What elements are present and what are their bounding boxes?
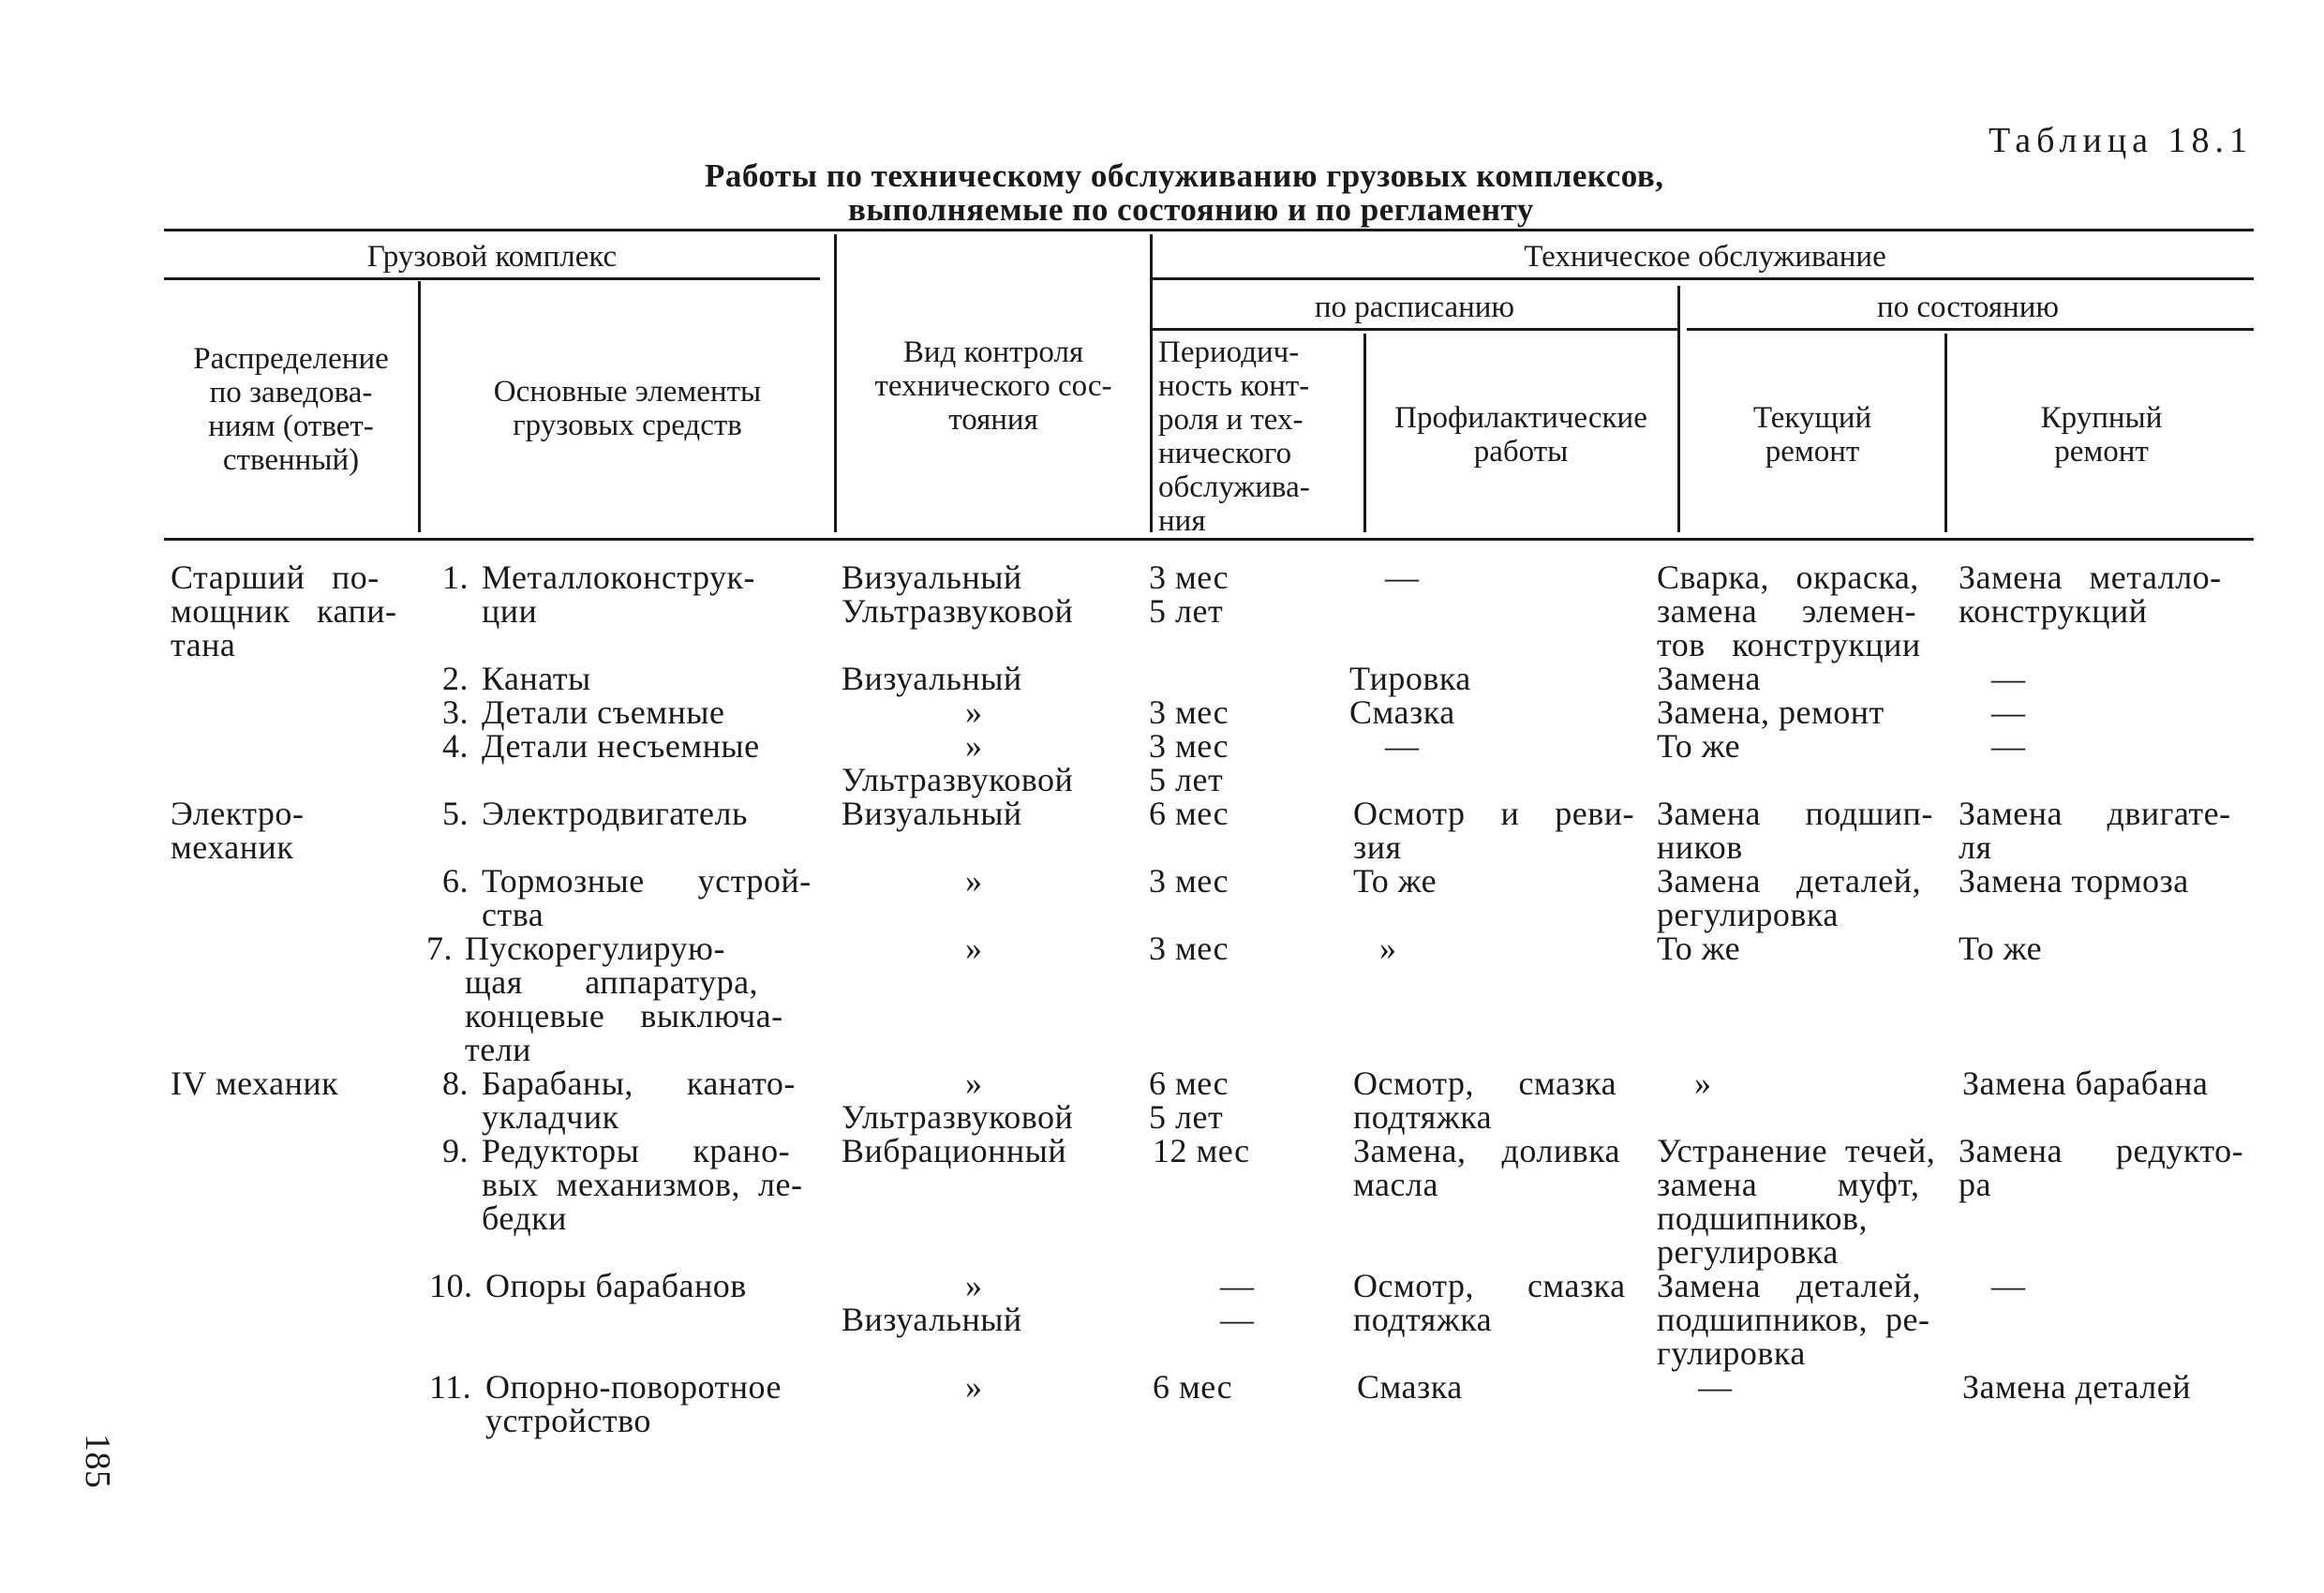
row-10-preventive: Осмотр, смазка подтяжка: [1353, 1267, 1626, 1338]
row-2-preventive: Тировка: [1349, 660, 1471, 697]
row-10-control: » Визуальный: [842, 1267, 1022, 1338]
row-1-preventive: —: [1385, 558, 1420, 596]
row-11-preventive: Смазка: [1357, 1368, 1463, 1406]
row-8-major-repair: Замена барабана: [1962, 1064, 2209, 1102]
row-4-major-repair: —: [1991, 727, 2026, 765]
row-2-number: 2.: [442, 660, 469, 697]
row-7-period: 3 мес: [1149, 930, 1229, 967]
row-1-major-repair: Замена металло- конструкций: [1959, 558, 2222, 630]
row-11-control: »: [965, 1368, 983, 1406]
table-title-line-2: выполняемые по состоянию и по регламенту: [848, 191, 1534, 228]
row-3-period: 3 мес: [1149, 693, 1229, 731]
row-5-period: 6 мес: [1149, 795, 1229, 832]
header-maintenance: Техническое обслуживание: [1524, 240, 1886, 274]
row-1-period: 3 мес 5 лет: [1149, 558, 1229, 630]
row-2-major-repair: —: [1991, 660, 2026, 697]
row-9-major-repair: Замена редукто- ра: [1959, 1132, 2244, 1203]
row-6-major-repair: Замена тормоза: [1959, 862, 2189, 900]
row-7-current-repair: То же: [1657, 930, 1741, 967]
row-10-period: — —: [1220, 1267, 1255, 1338]
vrule-condition: [1677, 286, 1680, 532]
table-label: Таблица 18.1: [1989, 121, 2254, 160]
row-9-control: Вибрационный: [842, 1132, 1067, 1169]
row-6-element: Тормозные устрой- ства: [482, 862, 812, 933]
row-7-number: 7.: [426, 930, 453, 967]
row-11-period: 6 мес: [1153, 1368, 1233, 1406]
row-3-number: 3.: [442, 693, 469, 731]
row-9-period: 12 мес: [1153, 1132, 1250, 1169]
row-3-element: Детали съемные: [482, 693, 725, 731]
table-title-line-1: Работы по техническому обслуживанию грузовых комплексов,: [705, 157, 1664, 194]
top-rule: [164, 229, 2254, 231]
header-major-repair: Крупный ремонт: [2040, 401, 2163, 469]
row-2-element: Канаты: [482, 660, 591, 697]
header-preventive: Профилактические работы: [1394, 401, 1647, 469]
group-fourth-engineer: IV механик: [171, 1064, 339, 1102]
vrule-maintenance: [1150, 234, 1153, 532]
header-by-schedule: по расписанию: [1314, 290, 1515, 324]
row-6-control: »: [965, 862, 983, 900]
row-10-number: 10.: [429, 1267, 473, 1304]
vrule-control: [834, 234, 837, 532]
row-5-element: Электродвигатель: [482, 795, 748, 832]
header-elements: Основные элементы грузовых средств: [493, 375, 762, 442]
cargo-complex-rule: [164, 277, 820, 280]
row-7-element: Пускорегулирую- щая аппаратура, концевые выключа- тели: [465, 930, 783, 1068]
row-4-period: 3 мес 5 лет: [1149, 727, 1229, 798]
row-8-number: 8.: [442, 1064, 469, 1102]
row-8-control: » Ультразвуковой: [842, 1064, 1074, 1136]
header-current-repair: Текущий ремонт: [1752, 401, 1872, 469]
header-cargo-complex: Грузовой комплекс: [366, 240, 618, 274]
row-7-preventive: »: [1379, 930, 1397, 967]
row-9-current-repair: Устранение течей, замена муфт, подшипников, регулировка: [1657, 1132, 1936, 1271]
row-11-number: 11.: [429, 1368, 472, 1406]
schedule-rule: [1153, 328, 1677, 331]
row-1-current-repair: Сварка, окраска, замена элемен- тов конструкции: [1657, 558, 1921, 663]
row-11-major-repair: Замена деталей: [1962, 1368, 2191, 1406]
row-3-control: »: [965, 693, 983, 731]
row-8-current-repair: »: [1694, 1064, 1712, 1102]
row-3-current-repair: Замена, ремонт: [1657, 693, 1885, 731]
row-4-control: » Ультразвуковой: [842, 727, 1074, 798]
row-6-number: 6.: [442, 862, 469, 900]
row-5-preventive: Осмотр и реви- зия: [1353, 795, 1634, 866]
header-distribution: Распределение по заведова- ниям (ответ- ственный): [193, 342, 389, 477]
row-7-major-repair: То же: [1959, 930, 2043, 967]
row-6-current-repair: Замена деталей, регулировка: [1657, 862, 1921, 933]
row-1-element: Металлоконструк- ции: [482, 558, 755, 630]
group-electromechanic: Электро- механик: [171, 795, 305, 866]
row-7-control: »: [965, 930, 983, 967]
row-8-preventive: Осмотр, смазка подтяжка: [1353, 1064, 1617, 1136]
header-periodicity: Периодич- ность конт- роля и тех- нического обслужива- ния: [1158, 335, 1310, 538]
group-senior-mate: Старший по- мощник капи- тана: [171, 558, 397, 663]
vrule-major: [1944, 334, 1947, 532]
row-5-major-repair: Замена двигате- ля: [1959, 795, 2231, 866]
row-11-element: Опорно-поворотное устройство: [485, 1368, 782, 1439]
row-5-number: 5.: [442, 795, 469, 832]
row-10-current-repair: Замена деталей, подшипников, ре- гулировка: [1657, 1267, 1930, 1372]
row-9-preventive: Замена, доливка масла: [1353, 1132, 1621, 1203]
row-4-number: 4.: [442, 727, 469, 765]
row-4-preventive: —: [1385, 727, 1420, 765]
row-5-control: Визуальный: [842, 795, 1022, 832]
row-5-current-repair: Замена подшип- ников: [1657, 795, 1933, 866]
row-3-preventive: Смазка: [1349, 693, 1455, 731]
row-8-period: 6 мес 5 лет: [1149, 1064, 1229, 1136]
row-9-number: 9.: [442, 1132, 469, 1169]
header-by-condition: по состоянию: [1876, 290, 2060, 324]
vrule-elements: [418, 281, 421, 532]
page-number: 185: [78, 1434, 117, 1489]
row-11-current-repair: —: [1698, 1368, 1733, 1406]
row-10-element: Опоры барабанов: [485, 1267, 747, 1304]
condition-rule: [1687, 328, 2254, 331]
header-bottom-rule: [164, 538, 2254, 541]
row-10-major-repair: —: [1991, 1267, 2026, 1304]
row-6-period: 3 мес: [1149, 862, 1229, 900]
row-1-control: Визуальный Ультразвуковой: [842, 558, 1074, 630]
row-2-control: Визуальный: [842, 660, 1022, 697]
row-6-preventive: То же: [1353, 862, 1438, 900]
row-4-element: Детали несъемные: [482, 727, 760, 765]
row-3-major-repair: —: [1991, 693, 2026, 731]
row-1-number: 1.: [442, 558, 469, 596]
row-2-current-repair: Замена: [1657, 660, 1762, 697]
row-8-element: Барабаны, канато- укладчик: [482, 1064, 796, 1136]
row-9-element: Редукторы крано- вых механизмов, ле- бедки: [482, 1132, 803, 1237]
maintenance-rule: [1153, 277, 2254, 280]
row-4-current-repair: То же: [1657, 727, 1741, 765]
header-control-type: Вид контроля технического сос- тояния: [874, 335, 1112, 437]
